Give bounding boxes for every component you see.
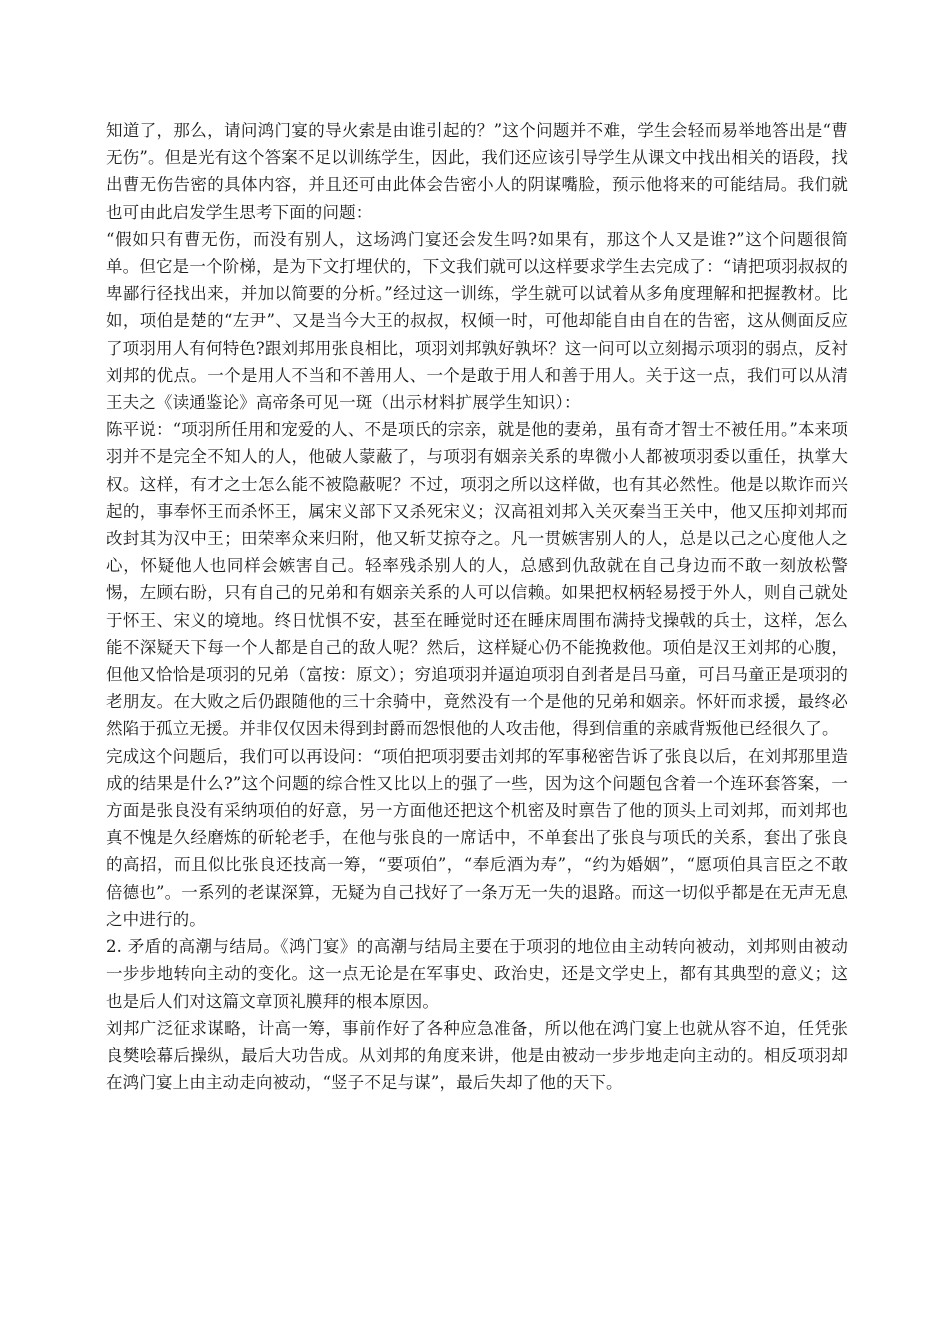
document-body [106, 117, 848, 1096]
paragraph-conclusion: 刘邦广泛征求谋略，计高一筹，事前作好了各种应急准备，所以他在鸿门宴上也就从容不迫，任凭张良樊哙幕后操纵，最后大功告成。从刘邦的角度来讲，他是由被动一步步地走向主动的。相反项羽却在鸿门宴上由主动走向被动，“竖子不足与谋”，最后失却了他的天下。 [106, 1018, 848, 1093]
paragraph-xiangbo-analysis: “假如只有曹无伤，而没有别人，这场鸿门宴还会发生吗?如果有，那这个人又是谁?”这个问题很简单。但它是一个阶梯，是为下文打埋伏的，下文我们就可以这样要求学生去完成了：“请把项羽叔叔的卑鄙行径找出来，并加以简要的分析。”经过这一训练，学生就可以试着从多角度理解和把握教材。比如，项伯是楚的“左尹”、又是当今大王的叔叔，权倾一时，可他却能自由自在的告密，这从侧面反应了项羽用人有何特色?跟刘邦用张良相比，项羽刘邦孰好孰坏？这一问可以立刻揭示项羽的弱点，反衬刘邦的优点。一个是用人不当和不善用人、一个是敢于用人和善于用人。关于这一点，我们可以从清王夫之《读通鉴论》高帝条可见一斑（出示材料扩展学生知识）： [106, 229, 848, 413]
paragraph-chenping-quote: 陈平说：“项羽所任用和宠爱的人、不是项氏的宗亲，就是他的妻弟，虽有奇才智士不被任用。”本来项羽并不是完全不知人的人，他破人蒙蔽了，与项羽有姻亲关系的卑微小人都被项羽委以重任，执掌大权。这样，有才之士怎么能不被隐蔽呢？不过，项羽之所以这样做，也有其必然性。他是以欺诈而兴起的，事奉怀王而杀怀王，属宋义部下又杀死宋义；汉高祖刘邦入关灭秦当王关中，他又压抑刘邦而改封其为汉中王；田荣率众来归附，他又斩艾掠夺之。凡一贯嫉害别人的人，总是以己之心度他人之心，怀疑他人也同样会嫉害自己。轻率残杀别人的人，总感到仇敌就在自己身边而不敢一刻放松警惕，左顾右盼，只有自己的兄弟和有姻亲关系的人可以信赖。如果把权柄轻易授于外人，则自己就处于怀王、宋义的境地。终日忧惧不安，甚至在睡觉时还在睡床周围布满持戈操戟的兵士，这样，怎么能不深疑天下每一个人都是自己的敌人呢？然后，这样疑心仍不能挽救他。项伯是汉王刘邦的心腹，但他又恰恰是项羽的兄弟（富按：原文）；穷追项羽并逼迫项羽自刭者是吕马童，可吕马童正是项羽的老朋友。在大败之后仍跟随他的三十余骑中，竟然没有一个是他的兄弟和姻亲。怀奸而求援，最终必然陷于孤立无援。并非仅仅因未得到封爵而怨恨他的人攻击他，得到信重的亲戚背叛他已经很久了。 [106, 420, 848, 739]
paragraph-climax-section: 2. 矛盾的高潮与结局。《鸿门宴》的高潮与结局主要在于项羽的地位由主动转向被动，刘邦则由被动一步步地转向主动的变化。这一点无论是在军事史、政治史，还是文学史上，都有其典型的意义；这也是后人们对这篇文章顶礼膜拜的根本原因。 [106, 937, 848, 1011]
paragraph-liubang-response: 完成这个问题后，我们可以再设问：“项伯把项羽要击刘邦的军事秘密告诉了张良以后，在刘邦那里造成的结果是什么?”这个问题的综合性又比以上的强了一些，因为这个问题包含着一个连环套答案，一方面是张良没有采纳项伯的好意，另一方面他还把这个机密及时禀告了他的顶头上司刘邦，而刘邦也真不愧是久经磨炼的斫轮老手，在他与张良的一席话中，不单套出了张良与项氏的关系，套出了张良的高招，而且似比张良还技高一筹，“要项伯”，“奉卮酒为寿”，“约为婚姻”，“愿项伯具言臣之不敢倍德也”。一系列的老谋深算，无疑为自己找好了一条万无一失的退路。而这一切似乎都是在无声无息之中进行的。 [106, 746, 848, 929]
paragraph-fuse-question: 知道了，那么，请问鸿门宴的导火索是由谁引起的？”这个问题并不难，学生会轻而易举地答出是“曹无伤”。但是光有这个答案不足以训练学生，因此，我们还应该引导学生从课文中找出相关的语段，找出曹无伤告密的具体内容，并且还可由此体会告密小人的阴谋嘴脸，预示他将来的可能结局。我们就也可由此启发学生思考下面的问题： [106, 121, 848, 222]
